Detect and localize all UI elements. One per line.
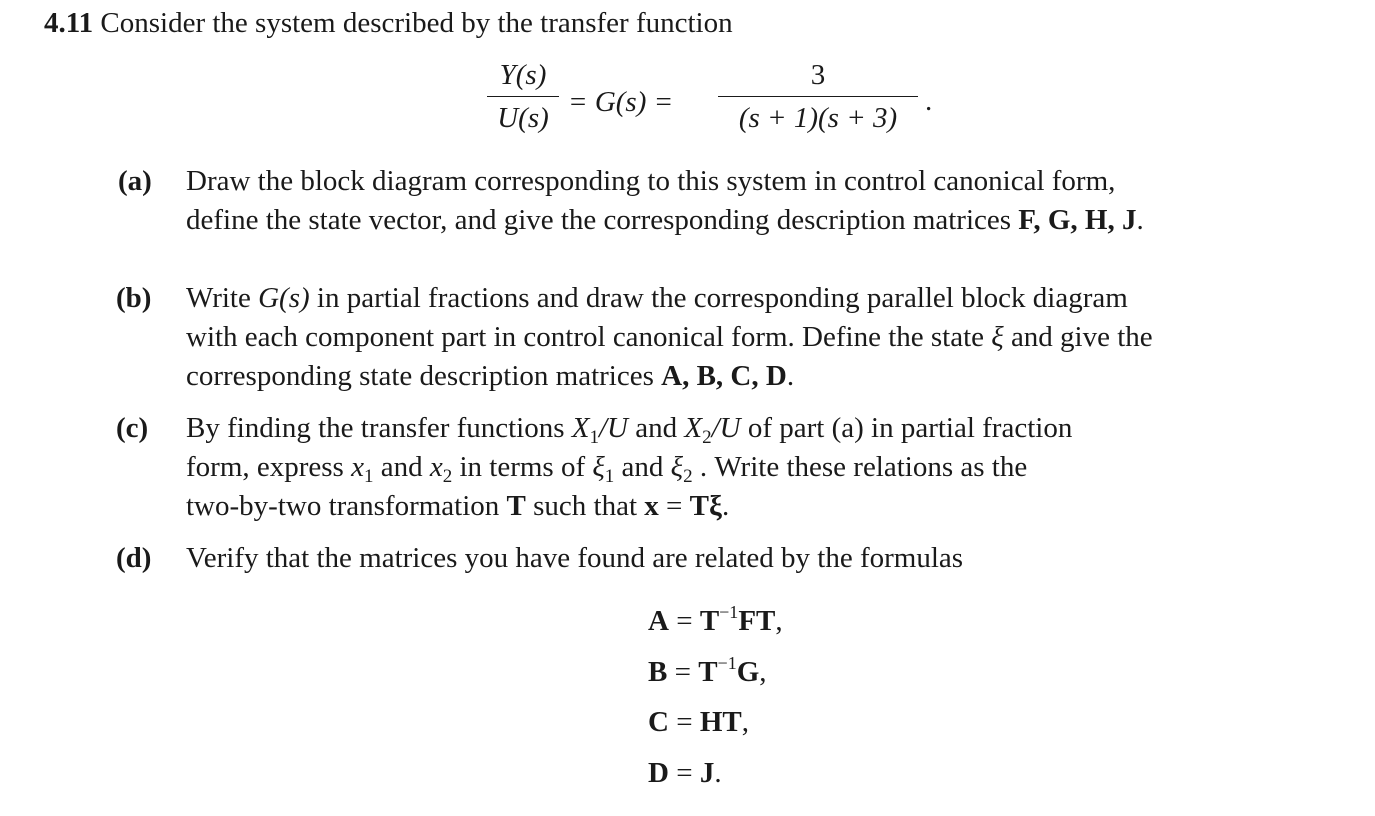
part-c-x-vector: x [644,490,659,522]
part-c-xi1: ξ [592,451,605,483]
part-c-x2-sub: 2 [442,466,453,487]
formula-B [648,655,767,689]
lhs-numerator: Y(s) [499,59,547,91]
rhs-fraction [718,58,918,135]
part-c-line-2 [186,448,1296,487]
part-b-matrices: A, B, C, D [661,360,787,392]
part-b-line-2-pre: with each component part in control canonical form. Define the state [186,321,992,353]
part-c-X2: X [684,412,703,444]
part-c-and-3: and [614,451,671,483]
formula-C-lhs: C [648,706,669,738]
part-c-T: T [506,490,526,522]
lhs-denominator: U(s) [497,102,549,134]
part-b-line-2 [186,318,1296,357]
formula-D-J: J [699,757,715,789]
part-b-gs: G(s) [258,282,310,314]
part-c-in-terms: in terms of [452,451,593,483]
rhs-fraction-bar [718,96,918,97]
formula-B-comma: , [759,656,767,688]
formula-D [648,756,722,790]
formula-A-inverse: −1 [719,602,739,622]
part-c-line-2-a: form, express [186,451,352,483]
part-b-line-2-post: and give the [1003,321,1153,353]
part-c-line-3-a: two-by-two transformation [186,490,507,522]
part-c-X1: X [571,412,590,444]
formula-B-G: G [736,656,760,688]
formula-D-equals: = [668,757,700,789]
part-b-label: (b) [116,282,152,314]
part-c-line-1-a: By finding the transfer functions [186,412,572,444]
formula-A [648,604,783,638]
part-c-xi2-sub: 2 [683,466,693,487]
part-c-over-U-2: /U [711,412,741,444]
rhs-denominator: (s + 1)(s + 3) [738,102,898,134]
part-c-line-3 [186,487,1296,526]
part-c-period: . [721,490,730,522]
part-b-line-3-text: corresponding state description matrices [186,360,662,392]
lhs-fraction-bar [487,96,559,97]
part-c-T-xi: Tξ [689,490,722,522]
part-b-line-1 [186,279,1296,318]
lhs-fraction [487,58,559,135]
part-c-X1-sub: 1 [589,427,599,448]
part-c-and-1: and [628,412,685,444]
problem-intro: Consider the system described by the transfer function [100,7,733,39]
part-c-line-1-b: of part (a) in partial fraction [740,412,1073,444]
part-a-label: (a) [118,165,152,197]
part-b-xi: ξ [991,321,1004,353]
formula-A-T: T [699,605,720,637]
rhs-numerator: 3 [810,59,826,91]
part-c-xi1-sub: 1 [604,466,615,487]
part-a-period: . [1136,204,1144,236]
part-c-text [186,409,1296,526]
part-c-X2-sub: 2 [702,427,712,448]
formula-D-period: . [714,757,722,789]
part-c-and-2: and [373,451,430,483]
part-a-text [186,162,1296,240]
formula-C-equals: = [668,706,700,738]
formula-A-lhs: A [648,605,669,637]
part-a-line-2-text: define the state vector, and give the corresponding description matrices [186,204,1019,236]
part-c-xi2: ξ [670,451,684,483]
formula-C [648,705,749,739]
part-c-line-2-b: . Write these relations as the [692,451,1028,483]
part-b-line-3 [186,357,1296,396]
formula-C-comma: , [741,706,749,738]
part-a-line-2 [186,201,1296,240]
formula-C-HT: HT [699,706,742,738]
formula-B-lhs: B [648,656,668,688]
formula-B-T: T [698,656,718,688]
part-b-line-1-pre: Write [186,282,259,314]
part-d-text [186,539,1296,578]
formula-B-equals: = [667,656,699,688]
formula-B-inverse: −1 [717,653,737,673]
part-d-line-1: Verify that the matrices you have found are related by the formulas [186,542,964,574]
part-a-matrices: F, G, H, J [1018,204,1137,236]
part-c-line-1 [186,409,1296,448]
formula-A-FT: FT [738,605,776,637]
part-b-period: . [786,360,795,392]
formula-D-lhs: D [648,757,669,789]
formula-A-equals: = [668,605,700,637]
part-b-line-1-post: in partial fractions and draw the corresponding parallel block diagram [309,282,1128,314]
problem-heading [44,6,733,40]
part-c-equals: = [658,490,690,522]
formula-A-comma: , [775,605,783,637]
problem-number: 4.11 [44,7,94,39]
part-b-text [186,279,1296,396]
part-c-label: (c) [116,412,149,444]
part-c-over-U-1: /U [599,412,628,444]
part-c-x2: x [429,451,443,483]
part-a-line-1: Draw the block diagram corresponding to this system in control canonical form, [186,165,1116,197]
part-c-x1: x [351,451,364,483]
equation-period: . [925,85,933,117]
part-d-label: (d) [116,542,152,574]
equation-middle: = G(s) = [568,86,674,118]
part-c-x1-sub: 1 [363,466,374,487]
part-c-line-3-b: such that [525,490,645,522]
